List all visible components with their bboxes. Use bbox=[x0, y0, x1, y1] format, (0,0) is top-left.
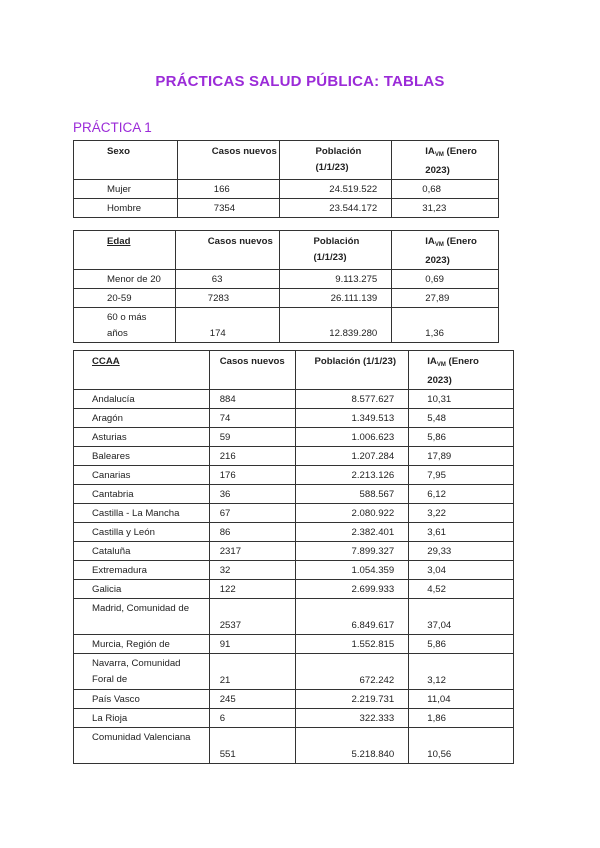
table-row bbox=[74, 390, 514, 409]
ccaa-label: Cantabria bbox=[92, 489, 134, 500]
table-row bbox=[74, 466, 514, 485]
casos-value: 2317 bbox=[219, 546, 242, 557]
table-row bbox=[74, 561, 514, 580]
ia-value: 3,04 bbox=[427, 565, 446, 576]
ccaa-label: Castilla y León bbox=[92, 527, 155, 538]
ia-value: 1,86 bbox=[427, 713, 446, 724]
section-heading: PRÁCTICA 1 bbox=[73, 120, 152, 135]
casos-value: 2537 bbox=[219, 620, 242, 631]
casos-value: 884 bbox=[219, 394, 236, 405]
table-row bbox=[74, 690, 514, 709]
header-casos: Casos nuevos bbox=[177, 141, 280, 180]
ccaa-label: Cataluña bbox=[92, 546, 131, 557]
page-title: PRÁCTICAS SALUD PÚBLICA: TABLAS bbox=[155, 73, 445, 90]
casos-value: 32 bbox=[219, 565, 231, 576]
ia-value: 7,95 bbox=[427, 470, 446, 481]
ia-value: 37,04 bbox=[427, 620, 452, 631]
poblacion-value: 1.006.623 bbox=[351, 432, 395, 443]
casos-value: 86 bbox=[219, 527, 231, 538]
ccaa-label: Extremadura bbox=[92, 565, 147, 576]
ccaa-label: País Vasco bbox=[92, 694, 140, 705]
table-row bbox=[74, 580, 514, 599]
table-row bbox=[74, 728, 514, 764]
poblacion-value: 1.349.513 bbox=[351, 413, 395, 424]
table-row: Hombre 7354 23.544.172 31,23 bbox=[74, 199, 499, 218]
header-poblacion: Población (1/1/23) bbox=[280, 141, 392, 180]
casos-value: 91 bbox=[219, 639, 231, 650]
table-edad bbox=[73, 230, 499, 343]
table-row: 20-59 7283 26.111.139 27,89 bbox=[74, 289, 499, 308]
table-row: Mujer 166 24.519.522 0,68 bbox=[74, 180, 499, 199]
casos-value: 74 bbox=[219, 413, 231, 424]
poblacion-value: 1.054.359 bbox=[351, 565, 395, 576]
ia-value: 3,61 bbox=[427, 527, 446, 538]
casos-value: 551 bbox=[219, 749, 236, 760]
ia-value: 10,31 bbox=[427, 394, 452, 405]
header-ia: $IA_{VM}$ (Enero 2023) bbox=[409, 351, 514, 390]
ia-value: 6,12 bbox=[427, 489, 446, 500]
header-poblacion: Población (1/1/23) bbox=[296, 351, 409, 390]
ia-value: 17,89 bbox=[427, 451, 452, 462]
casos-value: 176 bbox=[219, 470, 236, 481]
poblacion-value: 2.080.922 bbox=[351, 508, 395, 519]
ccaa-label: Galicia bbox=[92, 584, 122, 595]
casos-value: 216 bbox=[219, 451, 236, 462]
table-row bbox=[74, 599, 514, 635]
poblacion-value: 6.849.617 bbox=[351, 620, 395, 631]
poblacion-value: 1.552.815 bbox=[351, 639, 395, 650]
ia-value: 3,22 bbox=[427, 508, 446, 519]
poblacion-value: 5.218.840 bbox=[351, 749, 395, 760]
poblacion-value: 7.899.327 bbox=[351, 546, 395, 557]
ia-value: 11,04 bbox=[427, 694, 451, 705]
poblacion-value: 8.577.627 bbox=[351, 394, 395, 405]
poblacion-value: 2.219.731 bbox=[351, 694, 395, 705]
casos-value: 36 bbox=[219, 489, 231, 500]
header-ia: $IA_{VM}$ (Enero 2023) bbox=[392, 231, 499, 270]
table-row bbox=[74, 485, 514, 504]
ccaa-label: Madrid, Comunidad de bbox=[92, 603, 190, 614]
casos-value: 21 bbox=[219, 675, 231, 686]
table-row bbox=[74, 542, 514, 561]
ccaa-label: Navarra, Comunidad Foral de bbox=[92, 658, 181, 685]
ccaa-label: Asturias bbox=[92, 432, 127, 443]
poblacion-value: 1.207.284 bbox=[351, 451, 395, 462]
poblacion-value: 2.213.126 bbox=[351, 470, 395, 481]
casos-value: 122 bbox=[219, 584, 236, 595]
ccaa-label: Andalucía bbox=[92, 394, 135, 405]
table-sexo bbox=[73, 140, 499, 218]
table-row bbox=[74, 523, 514, 542]
poblacion-value: 322.333 bbox=[359, 713, 395, 724]
poblacion-value: 588.567 bbox=[359, 489, 395, 500]
ccaa-label: Baleares bbox=[92, 451, 130, 462]
ia-value: 10,56 bbox=[427, 749, 452, 760]
table-row bbox=[74, 654, 514, 690]
table-row bbox=[74, 635, 514, 654]
ia-value: 5,48 bbox=[427, 413, 446, 424]
table-row bbox=[74, 428, 514, 447]
poblacion-value: 2.382.401 bbox=[351, 527, 395, 538]
poblacion-value: 672.242 bbox=[359, 675, 395, 686]
ccaa-label: Castilla - La Mancha bbox=[92, 508, 180, 519]
ccaa-label: Murcia, Región de bbox=[92, 639, 170, 650]
ia-value: 4,52 bbox=[427, 584, 446, 595]
table-row: Menor de 20 63 9.113.275 0,69 bbox=[74, 270, 499, 289]
casos-value: 59 bbox=[219, 432, 231, 443]
casos-value: 245 bbox=[219, 694, 236, 705]
casos-value: 67 bbox=[219, 508, 231, 519]
header-ccaa: CCAA bbox=[74, 351, 210, 390]
header-ia: $IA_{VM}$ (Enero 2023) bbox=[392, 141, 499, 180]
header-poblacion: Población (1/1/23) bbox=[280, 231, 392, 270]
ia-value: 5,86 bbox=[427, 639, 446, 650]
header-sexo: Sexo bbox=[74, 141, 178, 180]
ccaa-label: Comunidad Valenciana bbox=[92, 732, 191, 743]
ccaa-label: La Rioja bbox=[92, 713, 128, 724]
table-row bbox=[74, 447, 514, 466]
casos-value: 6 bbox=[219, 713, 226, 724]
poblacion-value: 2.699.933 bbox=[351, 584, 395, 595]
table-row bbox=[74, 504, 514, 523]
table-row bbox=[74, 709, 514, 728]
ia-value: 5,86 bbox=[427, 432, 446, 443]
header-edad: Edad bbox=[74, 231, 176, 270]
table-row bbox=[74, 409, 514, 428]
header-casos: Casos nuevos bbox=[209, 351, 296, 390]
table-ccaa bbox=[73, 350, 514, 764]
header-casos: Casos nuevos bbox=[175, 231, 280, 270]
ia-value: 3,12 bbox=[427, 675, 446, 686]
ccaa-label: Aragón bbox=[92, 413, 123, 424]
ia-value: 29,33 bbox=[427, 546, 452, 557]
table-row: 60 o más años 174 12.839.280 1,36 bbox=[74, 308, 499, 343]
ccaa-label: Canarias bbox=[92, 470, 131, 481]
